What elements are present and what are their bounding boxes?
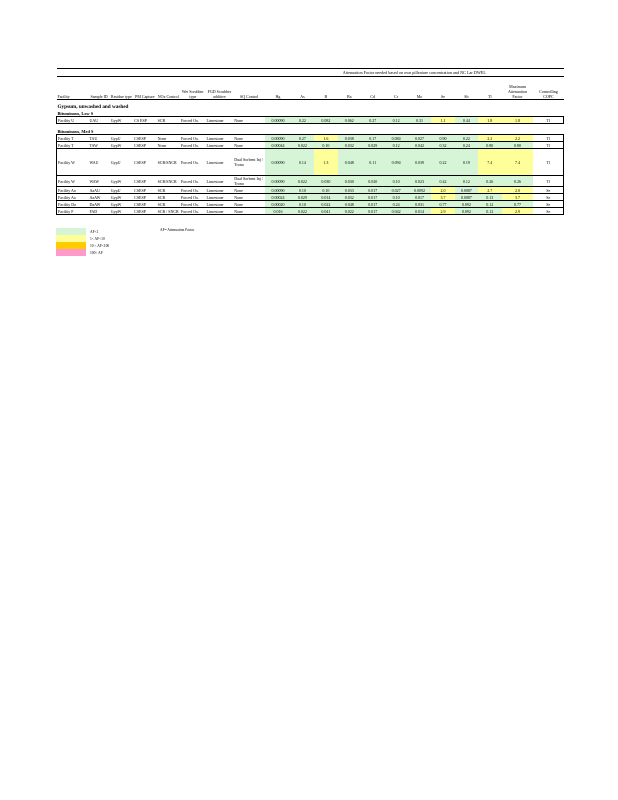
table-row — [57, 117, 564, 124]
nox-control-cell: None — [157, 142, 180, 149]
value-cell: 0.022 — [291, 176, 314, 187]
value-cell: 0.048 — [338, 149, 361, 176]
value-cell: 0.00090 — [265, 117, 291, 124]
value-cell: 0.030 — [314, 176, 337, 187]
facility-cell: Facility W — [57, 149, 89, 176]
fgd-additive-cell: Limestone — [206, 149, 234, 176]
fgd-additive-cell: Limestone — [206, 135, 234, 142]
max-attenuation-cell: 1.8 — [502, 117, 534, 124]
max-attenuation-cell: 0.26 — [502, 176, 534, 187]
value-cell: 0.22 — [291, 117, 314, 124]
column-header: Residue type — [110, 77, 133, 100]
residue-type-cell: GypW — [110, 117, 133, 124]
value-cell: 0.084 — [384, 135, 407, 142]
sq-control-cell: None — [233, 194, 265, 201]
value-cell: 0.10 — [314, 187, 337, 194]
legend-item — [56, 242, 216, 249]
header-row — [57, 77, 564, 100]
wet-scrubber-cell: Forced Ox. — [180, 176, 206, 187]
fgd-additive-cell: Limestone — [206, 201, 234, 208]
value-cell: 0.032 — [338, 142, 361, 149]
sample-id-cell: AaAW — [88, 194, 109, 201]
value-cell: 0.27 — [361, 117, 384, 124]
value-cell: 2.2 — [478, 135, 501, 142]
column-header: FGD Scrubber additive — [206, 77, 234, 100]
table-title: Attenuation Factor needed based on own pilleature concentration and NC Lar DWEL — [265, 69, 563, 77]
fgd-additive-cell: Limestone — [206, 176, 234, 187]
column-header: Maximum Attenuation Factor — [502, 77, 534, 100]
value-cell: 2.9 — [431, 208, 454, 215]
value-cell: 0.017 — [361, 187, 384, 194]
column-header: Se — [431, 77, 454, 100]
value-cell: 0.26 — [478, 176, 501, 187]
sq-control-cell: Dual Sorbent Inj / Trona — [233, 176, 265, 187]
sq-control-cell: Dual Sorbent Inj / Trona — [233, 149, 265, 176]
wet-scrubber-cell: Forced Ox. — [180, 135, 206, 142]
value-cell: 0.22 — [455, 135, 478, 142]
nox-control-cell: SCR — [157, 201, 180, 208]
table-row — [57, 187, 564, 194]
value-cell: 0.12 — [455, 176, 478, 187]
value-cell: 0.027 — [384, 187, 407, 194]
value-cell: 0.10 — [291, 187, 314, 194]
wet-scrubber-cell: Forced Ox. — [180, 142, 206, 149]
value-cell: 0.00024 — [265, 194, 291, 201]
value-cell: 1.6 — [314, 135, 337, 142]
sq-control-cell: None — [233, 208, 265, 215]
value-cell: 0.42 — [431, 176, 454, 187]
legend-item — [56, 235, 216, 242]
value-cell: 0.12 — [478, 208, 501, 215]
residue-type-cell: GypW — [110, 142, 133, 149]
value-cell: 0.062 — [338, 117, 361, 124]
column-header: SQ Control — [233, 77, 265, 100]
residue-type-cell: GypW — [110, 201, 133, 208]
value-cell: 0.022 — [314, 201, 337, 208]
wet-scrubber-cell: Forced Ox. — [180, 194, 206, 201]
value-cell: 0.022 — [338, 208, 361, 215]
controlling-copc-cell: Tl — [533, 176, 563, 187]
column-header: Sample ID — [88, 77, 109, 100]
wet-scrubber-cell: Forced Ox. — [180, 187, 206, 194]
residue-type-cell: GypU — [110, 187, 133, 194]
table-row — [57, 142, 564, 149]
value-cell: 0.016 — [265, 208, 291, 215]
residue-type-cell: GypW — [110, 176, 133, 187]
controlling-copc-cell: Tl — [533, 149, 563, 176]
value-cell: 0.031 — [408, 201, 431, 208]
facility-cell: Facility Aa — [57, 187, 89, 194]
value-cell: 0.22 — [431, 149, 454, 176]
value-cell: 0.0087 — [455, 194, 478, 201]
sample-id-cell: FAD — [88, 208, 109, 215]
residue-type-cell: GypU — [110, 149, 133, 176]
sq-control-cell: None — [233, 135, 265, 142]
controlling-copc-cell: Se — [533, 201, 563, 208]
fgd-additive-cell: Limestone — [206, 142, 234, 149]
value-cell: 0.80 — [478, 142, 501, 149]
controlling-copc-cell: Se — [533, 187, 563, 194]
sample-id-cell: UAU — [88, 117, 109, 124]
value-cell: 0.017 — [361, 201, 384, 208]
value-cell: 0.041 — [314, 208, 337, 215]
value-cell: 0.039 — [408, 149, 431, 176]
column-header: As — [291, 77, 314, 100]
controlling-copc-cell: Tl — [533, 142, 563, 149]
residue-type-cell: GypW — [110, 208, 133, 215]
value-cell: 0.90 — [431, 135, 454, 142]
table-row — [57, 149, 564, 176]
value-cell: 3.7 — [431, 194, 454, 201]
value-cell: 0.038 — [338, 135, 361, 142]
fgd-additive-cell: Limestone — [206, 194, 234, 201]
legend-label: AF<1 — [90, 229, 99, 234]
wet-scrubber-cell: Forced Ox. — [180, 208, 206, 215]
value-cell: 0.12 — [384, 117, 407, 124]
pm-capture-cell: CSESP — [133, 194, 156, 201]
value-cell: 0.033 — [338, 187, 361, 194]
value-cell: 0.10 — [384, 176, 407, 187]
value-cell: 0.023 — [408, 176, 431, 187]
value-cell: 0.029 — [291, 194, 314, 201]
column-header: Hg — [265, 77, 291, 100]
max-attenuation-cell: 2.0 — [502, 187, 534, 194]
pm-capture-cell: CSESP — [133, 187, 156, 194]
column-header: PM Capture — [133, 77, 156, 100]
value-cell: 0.24 — [455, 142, 478, 149]
column-header: Tl — [478, 77, 501, 100]
pm-capture-cell: CSESP — [133, 201, 156, 208]
attenuation-table — [56, 68, 564, 215]
nox-control-cell: SCR/SNCR — [157, 176, 180, 187]
value-cell: 1.3 — [314, 149, 337, 176]
nox-control-cell: SCR — [157, 194, 180, 201]
nox-control-cell: SCR — [157, 117, 180, 124]
column-header: Controlling COPC — [533, 77, 563, 100]
value-cell: 0.014 — [314, 194, 337, 201]
sq-control-cell: None — [233, 201, 265, 208]
value-cell: 0.030 — [338, 176, 361, 187]
sq-control-cell: None — [233, 117, 265, 124]
facility-cell: Facility T — [57, 142, 89, 149]
fgd-additive-cell: Limestone — [206, 117, 234, 124]
controlling-copc-cell: Se — [533, 208, 563, 215]
value-cell: 0.029 — [361, 142, 384, 149]
value-cell: 0.094 — [384, 149, 407, 176]
value-cell: 0.27 — [291, 135, 314, 142]
fgd-additive-cell: Limestone — [206, 187, 234, 194]
pm-capture-cell: CSESP — [133, 149, 156, 176]
wet-scrubber-cell: Forced Ox. — [180, 149, 206, 176]
value-cell: 7.4 — [478, 149, 501, 176]
facility-cell: Facility U — [57, 117, 89, 124]
value-cell: 0.032 — [338, 194, 361, 201]
section-title: Gypsum, unwashed and washed — [57, 104, 129, 110]
value-cell: 0.13 — [478, 194, 501, 201]
nox-control-cell: SCR / SNCR — [157, 208, 179, 214]
wet-scrubber-cell: Forced Ox. — [180, 117, 206, 124]
max-attenuation-cell: 2.9 — [502, 208, 534, 215]
title-row — [57, 69, 564, 77]
value-cell: 0.017 — [408, 194, 431, 201]
nox-control-cell: None — [157, 135, 180, 142]
facility-cell: Facility Da — [57, 201, 89, 208]
value-cell: 0.32 — [431, 142, 454, 149]
value-cell: 0.0092 — [408, 187, 431, 194]
sample-id-cell: DaAW — [88, 201, 109, 208]
sample-id-cell: AaAU — [88, 187, 109, 194]
wet-scrubber-cell: Forced Ox. — [180, 201, 206, 208]
max-attenuation-cell: 0.80 — [502, 142, 534, 149]
spreadsheet — [56, 68, 564, 215]
fgd-additive-cell: Limestone — [206, 208, 234, 215]
value-cell: 0.10 — [314, 142, 337, 149]
sq-control-cell: None — [233, 187, 265, 194]
value-cell: 0.022 — [291, 142, 314, 149]
legend-label: 1< AF<10 — [90, 236, 105, 241]
controlling-copc-cell: Tl — [533, 117, 563, 124]
table-row — [57, 176, 564, 187]
value-cell: 0.092 — [455, 208, 478, 215]
value-cell: 0.042 — [408, 142, 431, 149]
value-cell: 0.017 — [361, 194, 384, 201]
value-cell: 1.8 — [478, 117, 501, 124]
sq-control-cell: None — [233, 142, 265, 149]
group-label: Bituminous, Med S — [57, 128, 94, 134]
value-cell: 0.00044 — [265, 142, 291, 149]
nox-control-cell: SCR — [157, 187, 180, 194]
legend-swatch — [56, 242, 86, 249]
pm-capture-cell: CS ESP — [133, 117, 156, 124]
legend-item — [56, 249, 216, 256]
pm-capture-cell: CSESP — [133, 142, 156, 149]
max-attenuation-cell: 2.2 — [502, 135, 534, 142]
value-cell: 0.00090 — [265, 176, 291, 187]
legend-note: AF= Attenuation Factor — [160, 228, 195, 232]
sample-id-cell: WAW — [88, 176, 109, 187]
legend-swatch — [56, 249, 86, 256]
value-cell: 0.092 — [455, 201, 478, 208]
column-header: Mo — [408, 77, 431, 100]
value-cell: 0.042 — [384, 208, 407, 215]
value-cell: 0.31 — [408, 117, 431, 124]
residue-type-cell: GypW — [110, 194, 133, 201]
value-cell: 1.1 — [431, 117, 454, 124]
facility-cell: Facility T — [57, 135, 89, 142]
value-cell: 0.12 — [384, 142, 407, 149]
value-cell: 0.19 — [455, 149, 478, 176]
value-cell: 0.24 — [384, 201, 407, 208]
value-cell: 2.7 — [478, 187, 501, 194]
value-cell: 0.10 — [384, 194, 407, 201]
controlling-copc-cell: Se — [533, 194, 563, 201]
value-cell: 0.00020 — [265, 201, 291, 208]
value-cell: 0.10 — [291, 201, 314, 208]
controlling-copc-cell: Tl — [533, 135, 563, 142]
column-header: Cr — [384, 77, 407, 100]
value-cell: 0.00090 — [265, 135, 291, 142]
facility-cell: Facility F — [57, 208, 89, 215]
residue-type-cell: GypU — [110, 135, 133, 142]
legend-label: 100< AF — [90, 250, 103, 255]
table-row — [57, 135, 564, 142]
value-cell: 0.014 — [408, 208, 431, 215]
value-cell: 0.44 — [455, 117, 478, 124]
value-cell: 0.00090 — [265, 149, 291, 176]
nox-control-cell: SCR/SNCR — [157, 149, 180, 176]
pm-capture-cell: CSESP — [133, 135, 156, 142]
value-cell: 0.022 — [291, 208, 314, 215]
facility-cell: Facility Aa — [57, 194, 89, 201]
table-row — [57, 208, 564, 215]
column-header: Facility — [57, 77, 89, 100]
column-header: Sb — [455, 77, 478, 100]
value-cell: 0.082 — [314, 117, 337, 124]
facility-cell: Facility W — [57, 176, 89, 187]
pm-capture-cell: CSESP — [133, 176, 156, 187]
value-cell: 0.17 — [361, 135, 384, 142]
sample-id-cell: TAU — [88, 135, 109, 142]
value-cell: 0.12 — [478, 201, 501, 208]
value-cell: 0.0087 — [455, 187, 478, 194]
value-cell: 2.0 — [431, 187, 454, 194]
value-cell: 0.027 — [408, 135, 431, 142]
max-attenuation-cell: 7.4 — [502, 149, 534, 176]
value-cell: 0.77 — [431, 201, 454, 208]
column-header: B — [314, 77, 337, 100]
value-cell: 0.017 — [361, 208, 384, 215]
pm-capture-cell: CSESP — [133, 208, 156, 215]
column-header: Wet Scrubber type — [180, 77, 206, 100]
legend — [56, 228, 216, 256]
value-cell: 0.11 — [361, 149, 384, 176]
value-cell: 0.14 — [291, 149, 314, 176]
max-attenuation-cell: 0.77 — [502, 201, 534, 208]
table-row — [57, 201, 564, 208]
group-label: Bituminous, Low S — [57, 110, 94, 116]
table-row — [57, 194, 564, 201]
column-header: Cd — [361, 77, 384, 100]
legend-swatch — [56, 228, 86, 235]
column-header: Ba — [338, 77, 361, 100]
sample-id-cell: WAU — [88, 149, 109, 176]
value-cell: 0.020 — [361, 176, 384, 187]
value-cell: 0.00090 — [265, 187, 291, 194]
column-header: NOx Control — [157, 77, 180, 100]
legend-swatch — [56, 235, 86, 242]
max-attenuation-cell: 3.7 — [502, 194, 534, 201]
value-cell: 0.048 — [338, 201, 361, 208]
sample-id-cell: TAW — [88, 142, 109, 149]
legend-label: 10 < AF<100 — [90, 243, 110, 248]
